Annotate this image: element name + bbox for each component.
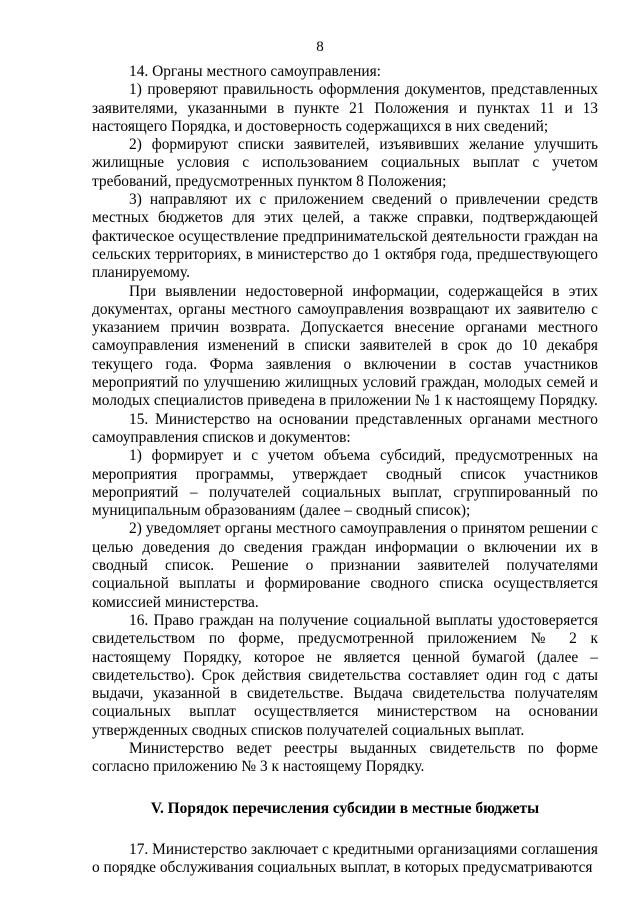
paragraph-15-item-1: 1) формирует и с учетом объема субсидий, предусмотренных на мероприятия программы, утверждает сводный список участников мероприятий – получателей социальных выплат, сгруппированный по муниципальным образованиям (далее – сводный список); — [92, 447, 598, 520]
paragraph-14-item-2: 2) формируют списки заявителей, изъявивших желание улучшить жилищные условия с использованием социальных выплат с учетом требований, предусмотренных пунктом 8 Положения; — [92, 136, 598, 190]
paragraph-17: 17. Министерство заключает с кредитными организациями соглашения о порядке обслуживания социальных выплат, в которых предусматриваются — [92, 840, 598, 877]
paragraph-15-intro: 15. Министерство на основании представленных органами местного самоуправления списков и документов: — [92, 410, 598, 446]
paragraph-registry: Министерство ведет реестры выданных свидетельств по форме согласно приложению № 3 к настоящему Порядку. — [92, 739, 598, 776]
document-body — [92, 63, 598, 877]
paragraph-14-intro: 14. Органы местного самоуправления: — [129, 63, 381, 80]
section-heading: V. Порядок перечисления субсидии в местные бюджеты — [150, 799, 540, 817]
paragraph-14-item-1: 1) проверяют правильность оформления документов, представленных заявителями, указанными в пункте 21 Положения и пунктах 11 и 13 настоящего Порядка, и достоверность содержащихся в них сведений; — [92, 81, 598, 135]
page-number: 8 — [316, 39, 324, 55]
paragraph-16: 16. Право граждан на получение социальной выплаты удостоверяется свидетельством по форме, предусмотренной приложением № 2 к настоящему Порядку, которое не является ценной бумагой (далее – свидетельство). Срок действия свидетельства составляет один год с даты выдачи, указанной в свидетельстве. Выдача свидетельства получателям социальных выплат осуществляется министерством на основании утвержденных сводных списков получателей социальных выплат. — [92, 611, 598, 739]
paragraph-invalid-info: При выявлении недостоверной информации, содержащейся в этих документах, органы местного самоуправления возвращают их заявителю с указанием причин возврата. Допускается внесение органами местного самоуправления изменений в списки заявителей в срок до 10 декабря текущего года. Форма заявления о включении в состав участников мероприятий по улучшению жилищных условий граждан, молодых семей и молодых специалистов приведена в приложении № 1 к настоящему Порядку. — [92, 282, 598, 410]
paragraph-14-item-3: 3) направляют их с приложением сведений о привлечении средств местных бюджетов для этих целей, а также справки, подтверждающей фактическое осуществление предпринимательской деятельности граждан на сельских территориях, в министерство до 1 октября года, предшествующего планируемому. — [92, 191, 598, 282]
paragraph-15-item-2: 2) уведомляет органы местного самоуправления о принятом решении с целью доведения до сведения граждан информации о включении их в сводный список. Решение о признании заявителей получателями социальной выплаты и формирование сводного списка осуществляется комиссией министерства. — [92, 520, 598, 611]
